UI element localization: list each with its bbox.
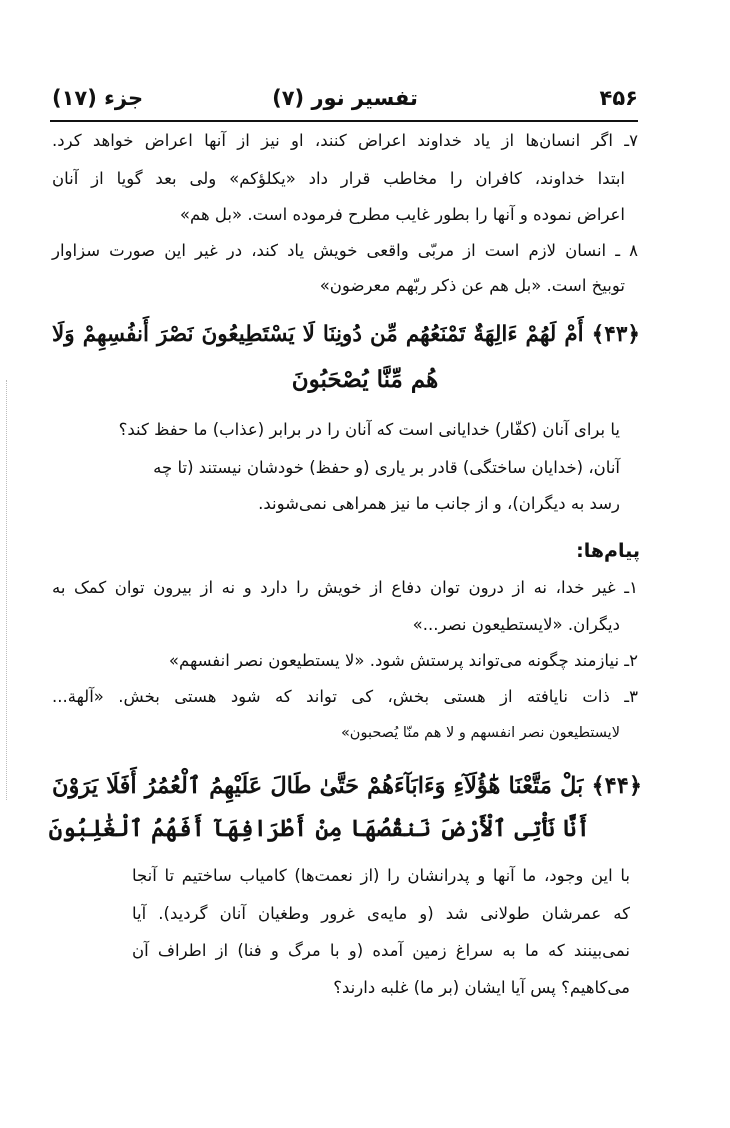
message-line: توبیخ است. «بل هم عن ذکر ربّهم معرضون» (319, 276, 625, 295)
message-line: ابتدا خداوند، کافران را مخاطب قرار داد «یکلؤکم» ولی بعد گویا از آنان (52, 169, 625, 188)
header-divider (50, 120, 638, 122)
message-line: لایستطیعون نصر انفسهم و لا هم منّا یُصحبون» (340, 725, 620, 741)
page-number: ۴۵۶ (599, 86, 638, 110)
translation-line: که عمرشان طولانی شد (و مایه‌ی غرور وطغیان آنان گردید). آیا (132, 904, 630, 923)
messages-heading: پیام‌ها: (576, 540, 640, 562)
quran-verse-line: ﴿۴۴﴾ بَلْ مَتَّعْنَا هَٰٓؤُلَآءِ وَءَابَآءَهُمْ حَتَّىٰ طَالَ عَلَيْهِمُ ٱلْعُمُرُ أَفَلَا يَرَوْنَ (52, 773, 642, 799)
message-line: اعراض نموده و آنها را بطور غایب مطرح فرموده است. «بل هم» (179, 205, 625, 224)
translation-line: یا برای آنان (کفّار) خدایانی است که آنان را در برابر (عذاب) ما حفظ کند؟ (118, 420, 620, 439)
quran-verse-line: ﴿۴۳﴾ أَمْ لَهُمْ ءَالِهَةٌ تَمْنَعُهُم مِّن دُونِنَا لَا يَسْتَطِيعُونَ نَصْرَ أَنفُسِهِمْ وَلَا (52, 322, 640, 347)
message-line: ۸ ـ انسان لازم است از مربّی واقعی خویش یاد کند، در غیر این صورت سزاوار (52, 241, 638, 260)
page-header (52, 86, 638, 120)
message-line: ۳ـ ذات نایافته از هستی بخش، کی تواند که شود هستی بخش. «آلهة... (52, 687, 638, 706)
message-line: ۲ـ نیازمند چگونه می‌تواند پرستش شود. «لا یستطیعون نصر انفسهم» (168, 651, 638, 670)
juz-label: جزء (۱۷) (52, 86, 144, 110)
translation-line: می‌کاهیم؟ پس آیا ایشان (بر ما) غلبه دارند؟ (333, 978, 630, 997)
scan-margin-artifact (6, 380, 8, 800)
translation-line: رسد به دیگران)، و از جانب ما نیز همراهی نمی‌شوند. (258, 494, 620, 513)
translation-line: با این وجود، ما آنها و پدرانشان را (از نعمت‌ها) کامیاب ساختیم تا آنجا (132, 866, 630, 885)
message-line: ۷ـ اگر انسان‌ها از یاد خداوند اعراض کنند، او نیز از آنها اعراض خواهد کرد. (52, 131, 638, 150)
translation-line: آنان، (خدایان ساختگی) قادر بر یاری (و حفظ) خودشان نیستند (تا چه (153, 458, 620, 477)
book-title: تفسیر نور (۷) (272, 86, 418, 110)
quran-verse-line: هُم مِّنَّا يُصْحَبُونَ (291, 366, 439, 393)
message-line: دیگران. «لایستطیعون نصر...» (412, 615, 620, 634)
quran-verse-line: أَنَّا نَأْتِى ٱلْأَرْضَ نَنقُصُهَا مِنْ أَطْرَافِهَآ أَفَهُمُ ٱلْغَٰلِبُونَ (48, 815, 590, 842)
translation-line: نمی‌بینند که ما به سراغ زمین آمده (و با مرگ و فنا) از اطراف آن (132, 941, 630, 960)
message-line: ۱ـ غیر خدا، نه از درون توان دفاع از خویش را دارد و نه از بیرون توان کمک به (52, 578, 638, 597)
